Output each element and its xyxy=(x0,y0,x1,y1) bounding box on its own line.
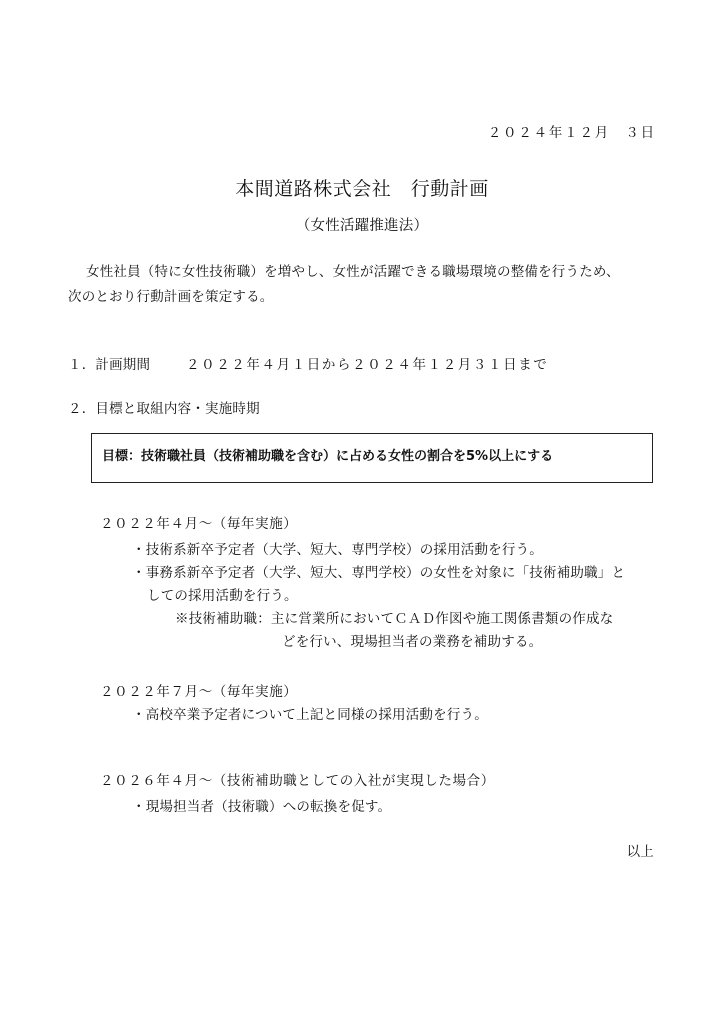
document-subtitle: （女性活躍推進法） xyxy=(295,218,429,234)
section-1-label: １．計画期間 xyxy=(68,357,151,373)
goal-box xyxy=(91,433,653,483)
section-1-plan-period xyxy=(68,356,549,374)
section-1-period-value: ２０２２年４月１日から２０２４年１２月３１日まで xyxy=(186,357,549,373)
phase-1-note-line-1: ※技術補助職：主に営業所においてＣＡＤ作図や施工関係書類の作成な xyxy=(175,611,614,627)
phase-1-item-1: ・技術系新卒予定者（大学、短大、専門学校）の採用活動を行う。 xyxy=(132,542,543,558)
intro-paragraph-line-1: 女性社員（特に女性技術職）を増やし、女性が活躍できる職場環境の整備を行うため、 xyxy=(86,264,620,280)
intro-paragraph-line-2: 次のとおり行動計画を策定する。 xyxy=(68,289,274,305)
closing-text: 以上 xyxy=(626,844,654,860)
phase-2-heading: ２０２２年７月～（毎年実施） xyxy=(100,684,298,700)
document-date: ２０２４年１２月 ３日 xyxy=(487,125,656,141)
phase-1-item-2-line-1: ・事務系新卒予定者（大学、短大、専門学校）の女性を対象に「技術補助職」と xyxy=(132,565,626,581)
document-title: 本間道路株式会社 行動計画 xyxy=(235,178,489,200)
phase-1-note-line-2: どを行い、現場担当者の業務を補助する。 xyxy=(282,634,543,650)
phase-3-item-1: ・現場担当者（技術職）への転換を促す。 xyxy=(132,799,392,815)
phase-1-item-2-line-2: しての採用活動を行う。 xyxy=(147,588,298,604)
phase-1-heading: ２０２２年４月～（毎年実施） xyxy=(100,516,298,532)
goal-text: 目標：技術職社員（技術補助職を含む）に占める女性の割合を5%以上にする xyxy=(102,449,554,464)
phase-2-item-1: ・高校卒業予定者について上記と同様の採用活動を行う。 xyxy=(132,707,488,723)
phase-3-heading: ２０２６年４月～（技術補助職としての入社が実現した場合） xyxy=(100,773,495,789)
section-2-heading: ２．目標と取組内容・実施時期 xyxy=(68,401,260,417)
